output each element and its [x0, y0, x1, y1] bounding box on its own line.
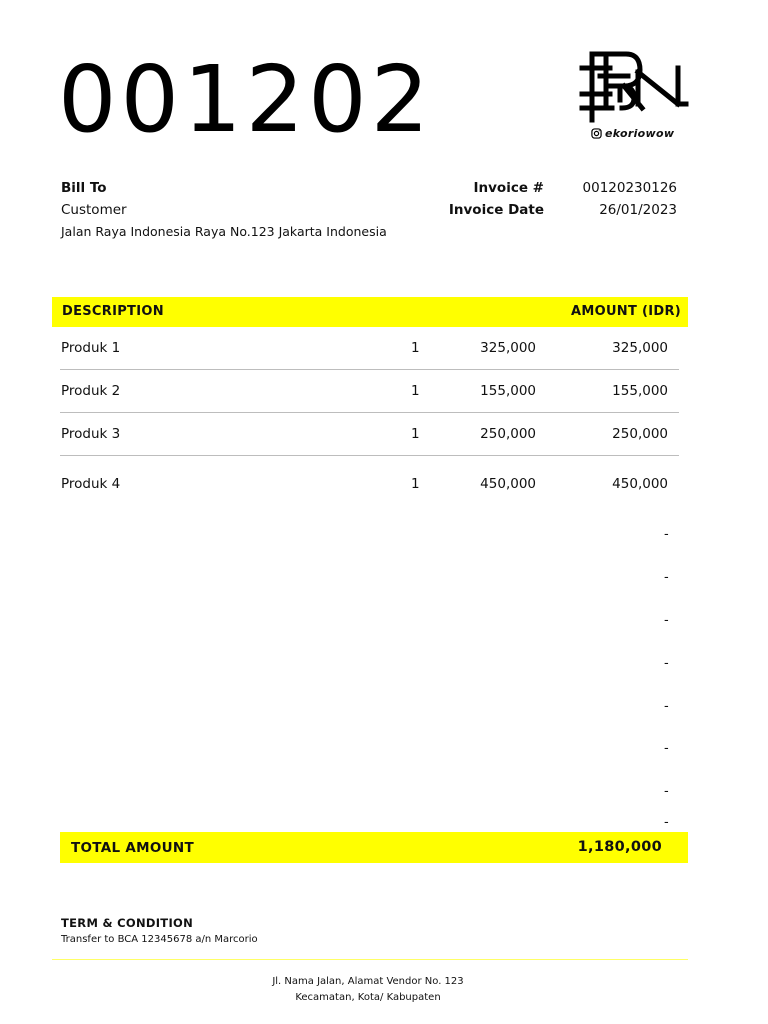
social-handle[interactable] [591, 127, 674, 140]
total-amount-value: 1,180,000 [577, 839, 662, 855]
empty-row-amount: - [664, 741, 669, 756]
row-amount: 250,000 [612, 426, 668, 442]
table-row [60, 383, 680, 403]
row-unit-price: 450,000 [480, 476, 536, 492]
row-quantity: 1 [411, 426, 420, 442]
invoice-date-label: Invoice Date [448, 202, 544, 218]
table-header [52, 297, 688, 327]
invoice-number-value: 00120230126 [582, 180, 677, 196]
empty-row-amount: - [664, 570, 669, 585]
terms-text: Transfer to BCA 12345678 a/n Marcorio [61, 934, 258, 945]
row-unit-price: 155,000 [480, 383, 536, 399]
row-description: Produk 2 [61, 383, 121, 399]
invoice-date-value: 26/01/2023 [599, 202, 677, 218]
empty-row-amount: - [664, 613, 669, 628]
vendor-address-line2: Kecamatan, Kota/ Kabupaten [295, 992, 441, 1003]
row-description: Produk 1 [61, 340, 121, 356]
row-quantity: 1 [411, 476, 420, 492]
empty-row-amount: - [664, 699, 669, 714]
table-row [60, 476, 680, 496]
empty-row-amount: - [664, 527, 669, 542]
instagram-icon [591, 128, 602, 139]
row-unit-price: 250,000 [480, 426, 536, 442]
table-row [60, 340, 680, 360]
row-amount: 155,000 [612, 383, 668, 399]
row-description: Produk 4 [61, 476, 121, 492]
table-row [60, 426, 680, 446]
invoice-number-large: 001202 [58, 46, 434, 153]
row-description: Produk 3 [61, 426, 121, 442]
invoice-number-banner [58, 28, 438, 153]
empty-row-amount: - [664, 784, 669, 799]
row-divider [60, 412, 679, 413]
bill-to-label: Bill To [61, 180, 107, 196]
column-header-description: DESCRIPTION [62, 304, 164, 319]
footer-divider [52, 959, 688, 960]
monogram-logo-icon [578, 46, 690, 126]
handle-text: ekoriowow [605, 127, 675, 140]
row-quantity: 1 [411, 340, 420, 356]
empty-row-amount: - [664, 815, 669, 830]
vendor-address-line1: Jl. Nama Jalan, Alamat Vendor No. 123 [272, 976, 464, 987]
row-divider [60, 369, 679, 370]
row-quantity: 1 [411, 383, 420, 399]
row-divider [60, 455, 679, 456]
total-amount-label: TOTAL AMOUNT [71, 840, 195, 856]
column-header-amount: AMOUNT (IDR) [571, 304, 681, 319]
empty-row-amount: - [664, 656, 669, 671]
terms-title: TERM & CONDITION [61, 916, 194, 930]
row-amount: 325,000 [612, 340, 668, 356]
row-amount: 450,000 [612, 476, 668, 492]
total-amount-bar [60, 832, 688, 863]
bill-to-address: Jalan Raya Indonesia Raya No.123 Jakarta Indonesia [61, 224, 387, 239]
invoice-number-label: Invoice # [473, 180, 544, 196]
row-unit-price: 325,000 [480, 340, 536, 356]
bill-to-name: Customer [61, 202, 127, 218]
